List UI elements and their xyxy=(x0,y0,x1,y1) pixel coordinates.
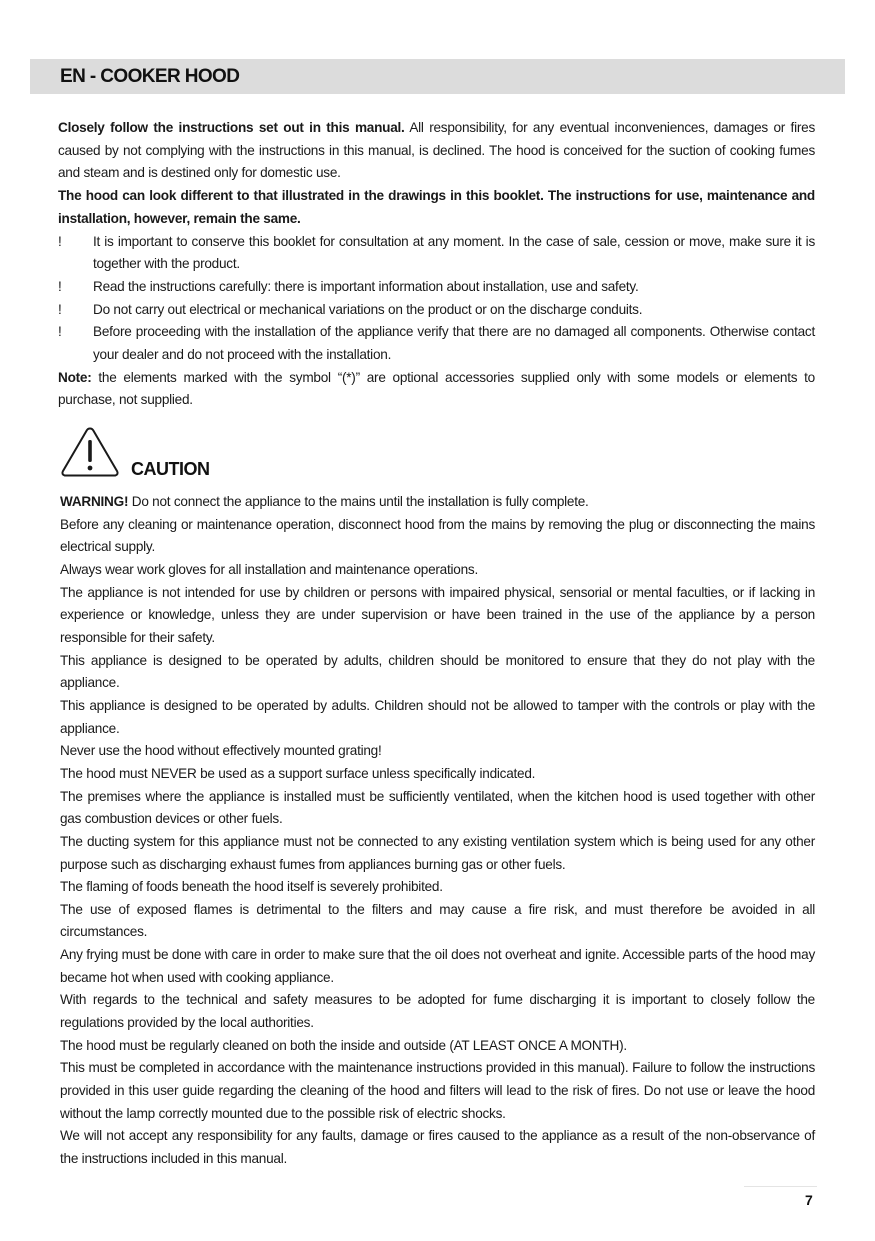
bullet-text: Before proceeding with the installation of the appliance verify that there are no damaged all components. Otherwise contact your dealer and do not proceed with the installation. xyxy=(93,324,815,363)
caution-paragraph: This appliance is designed to be operated by adults. Children should not be allowed to tamper with the controls or play with the appliance. xyxy=(60,697,815,736)
intro-bold-lead: Closely follow the instructions set out in this manual. xyxy=(58,120,405,135)
caution-section xyxy=(60,491,815,1171)
warning-label: WARNING! xyxy=(60,494,129,509)
caution-paragraph: Always wear work gloves for all installation and maintenance operations. xyxy=(60,561,478,577)
caution-paragraph: The appliance is not intended for use by children or persons with impaired physical, sensorial or mental faculties, or if lacking in experience or knowledge, unless they are under supervision or have been trained in the use of the appliance by a person responsible for their safety. xyxy=(60,584,815,645)
note-paragraph xyxy=(58,367,815,412)
section-header-bar xyxy=(30,59,845,94)
note-text: the elements marked with the symbol “(*)” are optional accessories supplied only with some models or elements to purchase, not supplied. xyxy=(58,369,815,408)
note-label: Note: xyxy=(58,369,92,385)
intro-text: All responsibility, for any eventual inconveniences, damages or fires caused by not complying with the instructions in this manual, is declined. The hood is conceived for the suction of cooking fumes and steam and is destined only for domestic use. xyxy=(58,120,815,181)
caution-title: CAUTION xyxy=(131,459,210,479)
exclamation-mark-icon: ! xyxy=(58,324,62,340)
bullet-item xyxy=(58,276,815,299)
page-number: 7 xyxy=(805,1192,813,1208)
caution-paragraph: The premises where the appliance is installed must be sufficiently ventilated, when the kitchen hood is used together with other gas combustion devices or other fuels. xyxy=(60,788,815,827)
bullet-item xyxy=(58,231,815,276)
caution-paragraph: Any frying must be done with care in order to make sure that the oil does not overheat and ignite. Accessible parts of the hood may became hot when used with cooking appliance. xyxy=(60,947,815,985)
section-title: EN - COOKER HOOD xyxy=(60,66,240,87)
caution-paragraph: Never use the hood without effectively mounted grating! xyxy=(60,743,382,759)
caution-heading xyxy=(60,426,260,482)
bullet-text: It is important to conserve this booklet for consultation at any moment. In the case of sale, cession or move, make sure it is together with the product. xyxy=(93,233,815,272)
caution-paragraph: With regards to the technical and safety measures to be adopted for fume discharging it is important to closely follow the regulations provided by the local authorities. xyxy=(60,992,815,1031)
caution-paragraph: The flaming of foods beneath the hood itself is severely prohibited. xyxy=(60,879,443,895)
bullet-item xyxy=(58,299,815,322)
caution-paragraph: This appliance is designed to be operated by adults, children should be monitored to ensure that they do not play with the appliance. xyxy=(60,652,815,691)
bullet-text: Read the instructions carefully: there is important information about installation, use and safety. xyxy=(93,278,639,294)
footer-divider xyxy=(744,1186,817,1187)
exclamation-mark-icon: ! xyxy=(58,278,62,294)
caution-paragraph: The ducting system for this appliance must not be connected to any existing ventilation system which is being used for any other purpose such as discharging exhaust fumes from appliances burning gas or other fuels. xyxy=(60,833,815,872)
warning-triangle-icon xyxy=(60,426,120,478)
warning-paragraph xyxy=(60,491,815,514)
bullet-item xyxy=(58,321,815,366)
exclamation-mark-icon: ! xyxy=(58,233,62,249)
caution-paragraph: The hood must be regularly cleaned on both the inside and outside (AT LEAST ONCE A MONTH). xyxy=(60,1037,627,1053)
appearance-note xyxy=(58,185,815,230)
caution-paragraph: This must be completed in accordance with the maintenance instructions provided in this manual). Failure to follow the instructions provided in this user guide regarding the cleaning of the hood and filters will lead to the risk of fires. Do not use or leave the hood without the lamp correctly mounted due to the possible risk of electric shocks. xyxy=(60,1060,815,1121)
caution-paragraph: The use of exposed flames is detrimental to the filters and may cause a fire risk, and must therefore be avoided in all circumstances. xyxy=(60,901,815,940)
intro-paragraph xyxy=(58,117,815,185)
intro-section xyxy=(58,117,815,412)
caution-paragraph: We will not accept any responsibility for any faults, damage or fires caused to the appliance as a result of the non-observance of the instructions included in this manual. xyxy=(60,1128,815,1167)
caution-paragraph: Before any cleaning or maintenance operation, disconnect hood from the mains by removing the plug or disconnecting the mains electrical supply. xyxy=(60,516,815,555)
bullet-text: Do not carry out electrical or mechanical variations on the product or on the discharge conduits. xyxy=(93,301,643,317)
exclamation-mark-icon: ! xyxy=(58,301,62,317)
appearance-note-text: The hood can look different to that illustrated in the drawings in this booklet. The instructions for use, maintenance and installation, however, remain the same. xyxy=(58,188,815,226)
caution-paragraph: The hood must NEVER be used as a support surface unless specifically indicated. xyxy=(60,765,536,781)
warning-text: Do not connect the appliance to the mains until the installation is fully complete. xyxy=(128,494,589,509)
